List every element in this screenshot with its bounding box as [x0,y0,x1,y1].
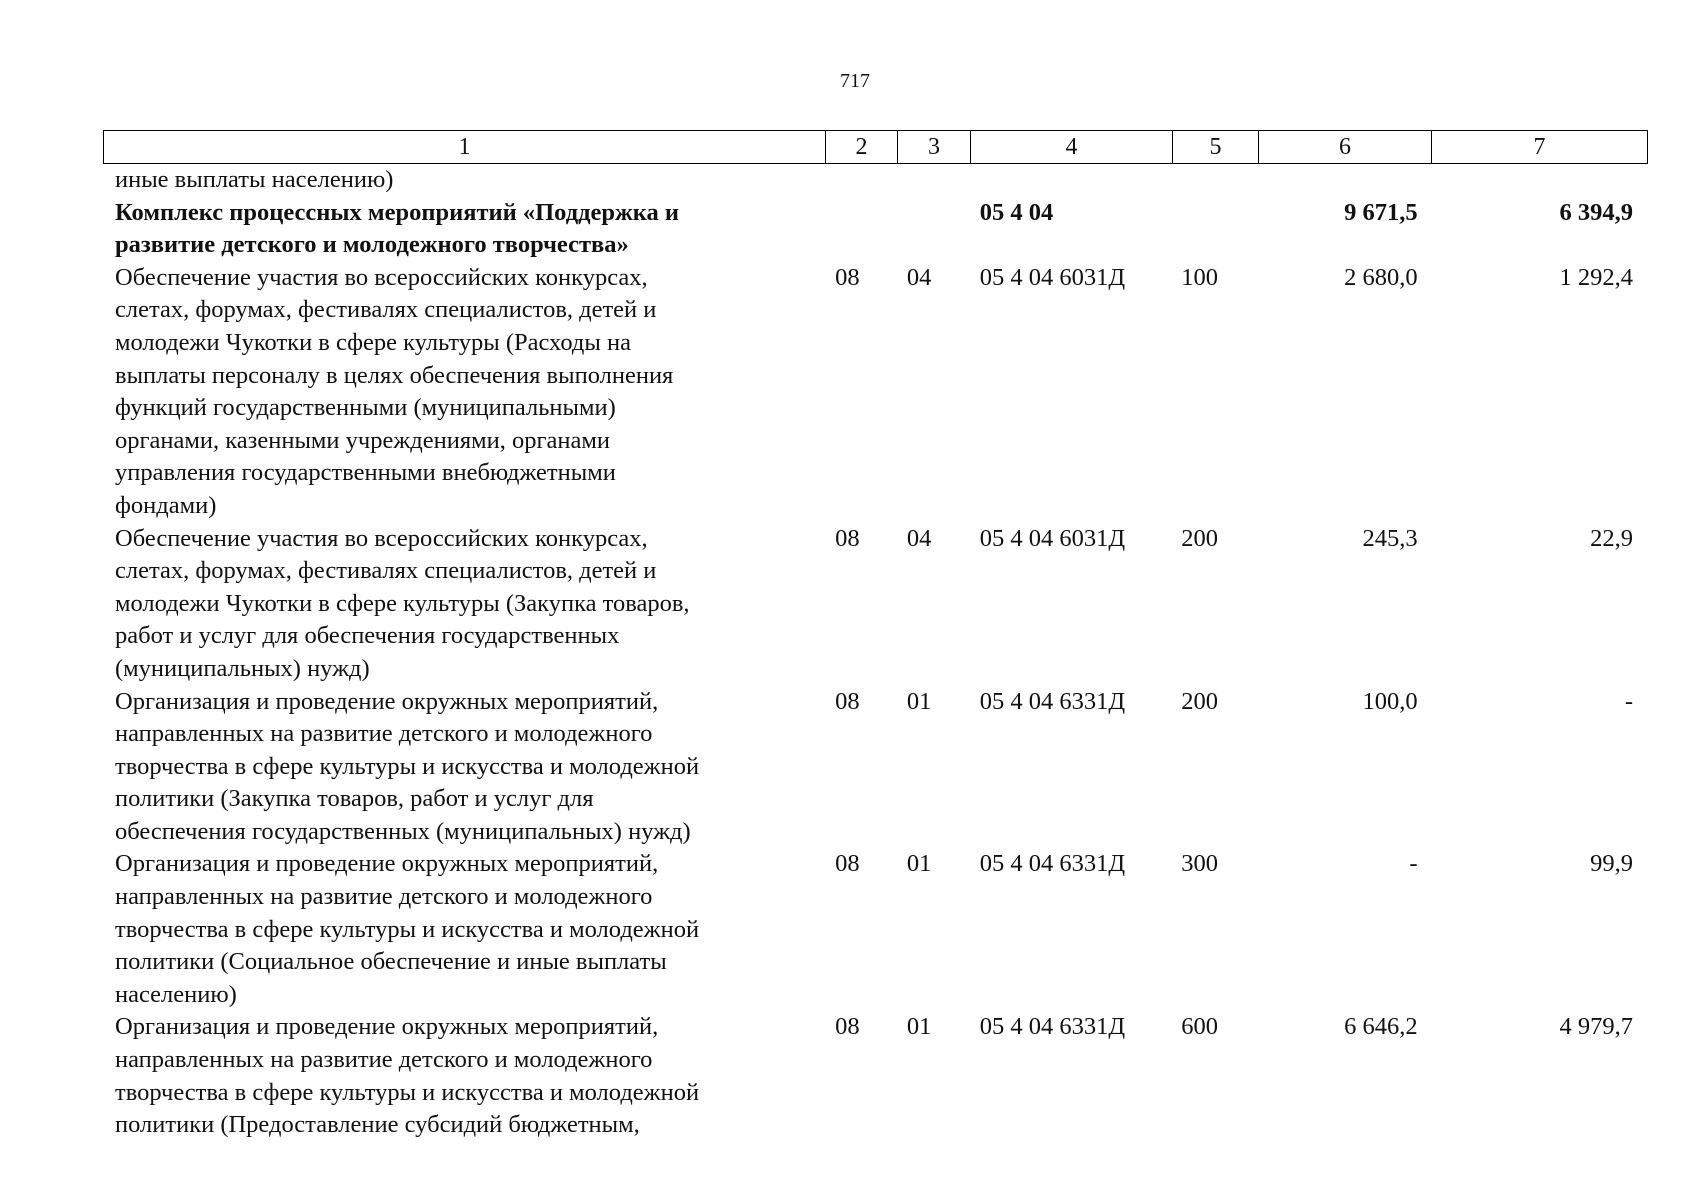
table-row [103,164,1643,197]
description-line: слетах, форумах, фестивалях специалистов, детей и [115,296,657,324]
target-article-code: 05 4 04 6331Д [979,850,1126,878]
expense-type-code: 300 [1181,850,1218,878]
row-description [103,1011,823,1141]
description-line: Обеспечение участия во всероссийских конкурсах, [115,524,648,552]
section-code: 08 [835,850,860,878]
amount-col7: 99,9 [1590,850,1633,878]
description-line: фондами) [115,491,217,519]
target-article-code: 05 4 04 6331Д [979,687,1126,715]
subsection-code: 04 [906,524,932,552]
description-line: обеспечения государственных (муниципальных) нужд) [115,817,691,845]
table-row [103,523,1643,686]
expense-type-code: 100 [1181,263,1218,291]
description-line: политики (Социальное обеспечение и иные выплаты [115,948,667,976]
description-line: направленных на развитие детского и молодежного [115,720,653,748]
section-code: 08 [835,524,860,552]
amount-col7: 1 292,4 [1559,263,1633,291]
row-description [103,523,823,686]
subsection-code: 04 [906,263,932,291]
column-header-7: 7 [1432,131,1648,164]
amount-col6: 6 646,2 [1344,1013,1418,1041]
description-line: работ и услуг для обеспечения государственных [115,622,620,650]
description-line: Организация и проведение окружных мероприятий, [115,850,659,878]
amount-col7: 4 979,7 [1559,1013,1633,1041]
table-row [103,686,1643,849]
description-line: органами, казенными учреждениями, органами [115,426,611,454]
description-line: Организация и проведение окружных мероприятий, [115,1013,659,1041]
expense-type-code: 200 [1181,687,1218,715]
description-line: направленных на развитие детского и молодежного [115,1046,653,1074]
target-article-code: 05 4 04 6331Д [979,1013,1126,1041]
column-header-row [104,131,1648,164]
page-number: 717 [840,70,870,92]
description-line: творчества в сфере культуры и искусства и молодежной [115,752,700,780]
description-line: слетах, форумах, фестивалях специалистов, детей и [115,557,657,585]
amount-col6: 100,0 [1362,687,1418,715]
amount-col7: 6 394,9 [1559,198,1633,226]
subsection-code: 01 [906,1013,932,1041]
target-article-code: 05 4 04 [979,198,1054,226]
expense-type-code: 600 [1181,1013,1218,1041]
description-line: населению) [115,980,237,1008]
description-line: политики (Закупка товаров, работ и услуг для [115,785,594,813]
description-line: политики (Предоставление субсидий бюджетным, [115,1111,640,1139]
description-line: Обеспечение участия во всероссийских конкурсах, [115,263,648,291]
subsection-code: 01 [906,850,932,878]
row-description [103,686,823,849]
description-line: Организация и проведение окружных мероприятий, [115,687,659,715]
section-code: 08 [835,263,860,291]
subsection-code: 01 [906,687,932,715]
table-row [103,1011,1643,1141]
description-line: молодежи Чукотки в сфере культуры (Закупка товаров, [115,589,690,617]
description-line: молодежи Чукотки в сфере культуры (Расходы на [115,328,631,356]
amount-col6: - [1409,850,1418,878]
row-description [103,262,823,523]
row-description [103,164,823,197]
section-code: 08 [835,1013,860,1041]
amount-col6: 9 671,5 [1344,198,1418,226]
column-header-4: 4 [971,131,1173,164]
section-heading-row [103,197,1643,262]
target-article-code: 05 4 04 6031Д [979,263,1126,291]
table-row [103,262,1643,523]
column-header-2: 2 [826,131,898,164]
table-row [103,848,1643,1011]
amount-col6: 2 680,0 [1344,263,1418,291]
description-line: Комплекс процессных мероприятий «Поддержка и [115,198,679,226]
column-header-1: 1 [104,131,826,164]
amount-col6: 245,3 [1362,524,1418,552]
description-line: (муниципальных) нужд) [115,654,370,682]
description-line: управления государственными внебюджетными [115,459,616,487]
description-line: направленных на развитие детского и молодежного [115,883,653,911]
budget-table-body [103,164,1643,1142]
target-article-code: 05 4 04 6031Д [979,524,1126,552]
description-line: творчества в сфере культуры и искусства и молодежной [115,1078,700,1106]
section-code: 08 [835,687,860,715]
column-header-3: 3 [898,131,971,164]
amount-col7: - [1624,687,1633,715]
row-description [103,197,823,262]
description-line: иные выплаты населению) [115,166,394,193]
column-header-table [103,130,1648,164]
row-description [103,848,823,1011]
description-line: развитие детского и молодежного творчества» [115,231,629,259]
expense-type-code: 200 [1181,524,1218,552]
description-line: функций государственными (муниципальными) [115,394,616,422]
amount-col7: 22,9 [1590,524,1633,552]
description-line: творчества в сфере культуры и искусства и молодежной [115,915,700,943]
description-line: выплаты персоналу в целях обеспечения выполнения [115,361,674,389]
column-header-6: 6 [1259,131,1432,164]
column-header-5: 5 [1173,131,1259,164]
